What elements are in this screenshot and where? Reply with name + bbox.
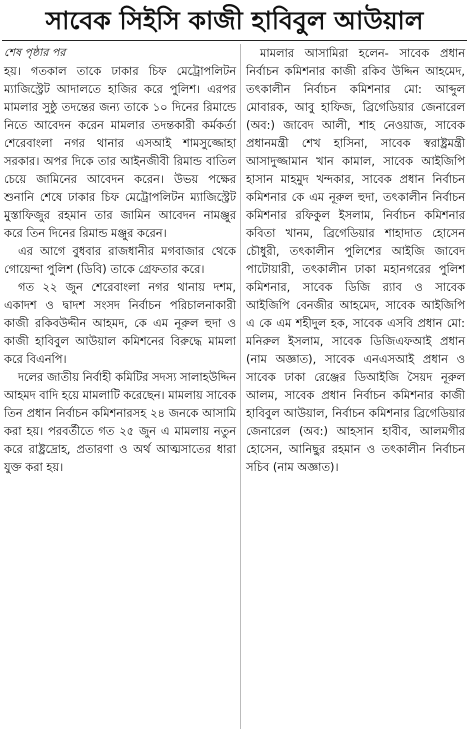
continued-label: শেষ পৃষ্ঠার পর — [4, 46, 66, 59]
paragraph: এর আগে বুধবার রাজধানীর মগবাজার থেকে গোয়েন্দা পুলিশ (ডিবি) তাকে গ্রেফতার করে। — [4, 244, 236, 276]
paragraph: গত ২২ জুন শেরেবাংলা নগর থানায় দশম, একাদশ ও দ্বাদশ সংসদ নির্বাচন পরিচালনাকারী কাজী রকিবউদ্দীন আহমদ, কে এম নূরুল হুদা ও কাজী হাবিবুল আউয়াল কমিশনের বিরুদ্ধে মামলা করে বিএনপি। — [4, 280, 236, 366]
paragraph: দলের জাতীয় নির্বাহী কমিটির সদস্য সালাহউদ্দিন আহমদ বাদি হয়ে মামলাটি করেছেন। মামলায় সাবেক তিন প্রধান নির্বাচন কমিশনারসহ ২৪ জনকে আসামি করা হয়। পরবর্তীতে গত ২৫ জুন এ মামলায় নতুন করে রাষ্ট্রদ্রোহ, প্রতারণা ও অর্থ আত্মসাতের ধারা যুক্ত করা হয়। — [4, 370, 236, 474]
column-divider — [240, 44, 241, 729]
paragraph: মামলার আসামিরা হলেন- সাবেক প্রধান নির্বাচন কমিশনার কাজী রকিব উদ্দিন আহমেদ, তৎকালীন নির্বাচন কমিশনার মো: আব্দুল মোবারক, আবু হাফিজ, ব্রিগেডিয়ার জেনারেল (অব:) জাবেদ আলী, শাহ নেওয়াজ, সাবেক প্রধানমন্ত্রী শেখ হাসিনা, সাবেক স্বরাষ্ট্রমন্ত্রী আসাদুজ্জামান খান কামাল, সাবেক আইজিপি হাসান মাহমুদ খন্দকার, সাবেক প্রধান নির্বাচন কমিশনার কে এম নূরুল হুদা, তৎকালীন নির্বাচন কমিশনার রফিকুল ইসলাম, নির্বাচন কমিশনার কবিতা খানম, ব্রিগেডিয়ার শাহাদাত হোসেন চৌধুরী, তৎকালীন পুলিশের আইজি জাবেদ পাটোয়ারী, তৎকালীন ঢাকা মহানগরের পুলিশ কমিশনার, সাবেক ডিজি র‌্যাব ও সাবেক আইজিপি বেনজীর আহমেদ, সাবেক আইজিপি এ কে এম শহীদুল হক, সাবেক এসবি প্রধান মো: মনিরুল ইসলাম, সাবেক ডিজিএফআই প্রধান (নাম অজ্ঞাত), সাবেক এনএসআই প্রধান ও সাবেক ঢাকা রেঞ্জের ডিআইজি সৈয়দ নূরুল আলম, সাবেক প্রধান নির্বাচন কমিশনার কাজী হাবিবুল আউয়াল, নির্বাচন কমিশনার ব্রিগেডিয়ার জেনারেল (অব:) আহসান হাবীব, আলমগীর হোসেন, আনিছুর রহমান ও তৎকালীন নির্বাচন সচিব (নাম অজ্ঞাত)। — [246, 46, 465, 474]
article-column-right — [246, 44, 465, 476]
article-column-left — [4, 44, 236, 476]
headline-divider — [2, 40, 467, 41]
article-headline: সাবেক সিইসি কাজী হাবিবুল আউয়াল — [45, 6, 424, 35]
paragraph: হয়। গতকাল তাকে ঢাকার চিফ মেট্রোপলিটন ম্যাজিস্ট্রেট আদালতে হাজির করে পুলিশ। এরপর মামলার সুষ্ঠু তদন্তের জন্য তাকে ১০ দিনের রিমান্ডে নিতে আবেদন করেন মামলার তদন্তকারী কর্মকর্তা শেরেবাংলা নগর থানার এসআই শামসুজ্জোহা সরকার। অপর দিকে তার আইনজীবী রিমান্ড বাতিল চেয়ে জামিনের আবেদন করেন। উভয় পক্ষের শুনানি শেষে ঢাকার চিফ মেট্রোপলিটন ম্যাজিস্ট্রেট মুস্তাফিজুর রহমান তার জামিন আবেদন নামঞ্জুর করে তিন দিনের রিমান্ড মঞ্জুর করেন। — [4, 64, 236, 240]
